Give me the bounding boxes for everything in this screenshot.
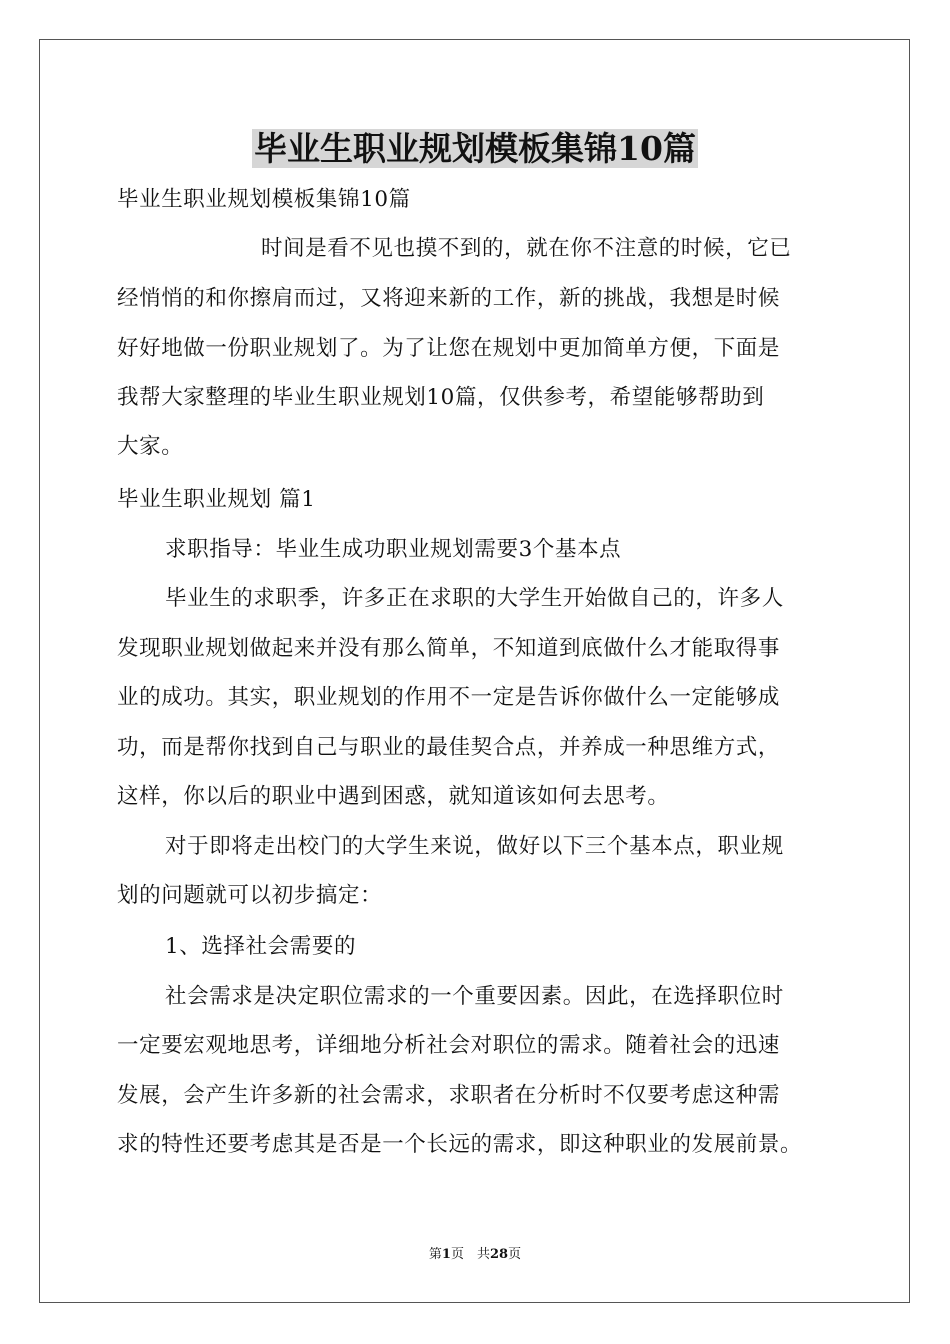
paragraph-line: 求职指导：毕业生成功职业规划需要3个基本点: [165, 537, 622, 562]
section-heading: 毕业生职业规划 篇1: [117, 487, 316, 512]
page-footer: [0, 1246, 950, 1264]
paragraph-line: 划的问题就可以初步搞定：: [117, 883, 383, 908]
paragraph-line: 好好地做一份职业规划了。为了让您在规划中更加简单方便，下面是: [117, 336, 781, 361]
footer-mid: 页 共: [450, 1247, 490, 1262]
footer-prefix: 第: [428, 1247, 442, 1262]
paragraph-line: 我帮大家整理的毕业生职业规划10篇，仅供参考，希望能够帮助到: [117, 385, 765, 410]
paragraph-line: 经悄悄的和你擦肩而过，又将迎来新的工作，新的挑战，我想是时候: [117, 286, 781, 311]
paragraph-line: 毕业生的求职季，许多正在求职的大学生开始做自己的，许多人: [165, 586, 784, 611]
paragraph-line: 这样，你以后的职业中遇到困惑，就知道该如何去思考。: [117, 784, 670, 809]
paragraph-line: 发现职业规划做起来并没有那么简单，不知道到底做什么才能取得事: [117, 636, 781, 661]
subtitle-line: 毕业生职业规划模板集锦10篇: [117, 187, 411, 212]
paragraph-line: 一定要宏观地思考，详细地分析社会对职位的需求。随着社会的迅速: [117, 1033, 781, 1058]
footer-suffix: 页: [508, 1247, 522, 1262]
document-title: [0, 126, 950, 172]
footer-page-number: 1: [441, 1247, 451, 1262]
paragraph-line: 功，而是帮你找到自己与职业的最佳契合点，并养成一种思维方式，: [117, 735, 781, 760]
list-heading: 1、选择社会需要的: [165, 934, 357, 959]
paragraph-line: 大家。: [117, 434, 184, 459]
paragraph-line: 对于即将走出校门的大学生来说，做好以下三个基本点，职业规: [165, 834, 784, 859]
paragraph-line: 业的成功。其实，职业规划的作用不一定是告诉你做什么一定能够成: [117, 685, 781, 710]
paragraph-line: 时间是看不见也摸不到的，就在你不注意的时候，它已: [261, 236, 792, 261]
document-title-text: 毕业生职业规划模板集锦10篇: [254, 129, 696, 168]
page-border: [39, 39, 910, 1303]
paragraph-line: 社会需求是决定职位需求的一个重要因素。因此，在选择职位时: [165, 984, 784, 1009]
paragraph-line: 发展，会产生许多新的社会需求，求职者在分析时不仅要考虑这种需: [117, 1083, 781, 1108]
footer-page-total: 28: [489, 1247, 509, 1262]
paragraph-line: 求的特性还要考虑其是否是一个长远的需求，即这种职业的发展前景。: [117, 1132, 803, 1157]
